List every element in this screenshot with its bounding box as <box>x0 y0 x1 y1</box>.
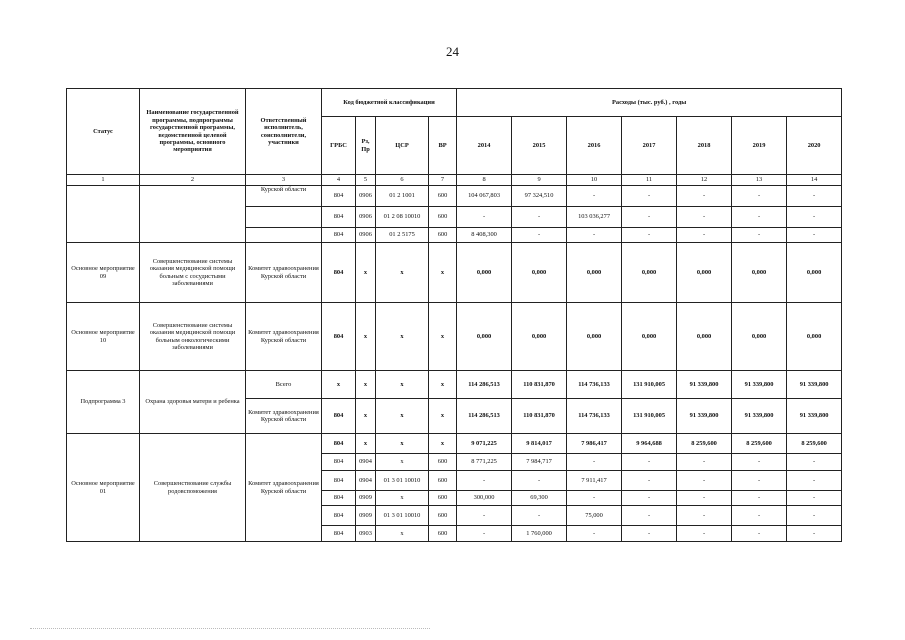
grbs-cell: 804 <box>322 506 356 526</box>
page-number: 24 <box>446 44 459 59</box>
rz-cell: 0906 <box>356 228 376 243</box>
rz-cell: x <box>356 243 376 303</box>
rz-cell: 0906 <box>356 207 376 228</box>
program-name-cell <box>140 186 246 243</box>
vr-cell: x <box>429 303 457 371</box>
value-cell: 9 964,688 <box>622 434 677 454</box>
value-cell: 0,000 <box>732 243 787 303</box>
header-name: Наименование государственной программы, подпрограммы государственной программы, ведомственной целевой программы, основного мероприятия <box>140 89 246 175</box>
value-cell: - <box>732 186 787 207</box>
value-cell: 8 259,600 <box>732 434 787 454</box>
rz-cell: 0906 <box>356 186 376 207</box>
value-cell: 0,000 <box>677 243 732 303</box>
program-name-cell: Совершенствование системы оказания медицинской помощи больным онкологическими заболеваниями <box>140 303 246 371</box>
csr-cell: x <box>376 454 429 471</box>
vr-cell: 600 <box>429 228 457 243</box>
column-number: 13 <box>732 175 787 186</box>
rz-cell: x <box>356 434 376 454</box>
value-cell: - <box>677 454 732 471</box>
value-cell: 9 071,225 <box>457 434 512 454</box>
value-cell: - <box>677 506 732 526</box>
value-cell: 0,000 <box>677 303 732 371</box>
value-cell: 131 910,005 <box>622 371 677 399</box>
status-cell: Основное мероприятие 01 <box>67 434 140 542</box>
header-vr: ВР <box>429 117 457 175</box>
status-cell: Подпрограмма 3 <box>67 371 140 434</box>
grbs-cell: 804 <box>322 399 356 434</box>
value-cell: - <box>787 207 842 228</box>
responsible-cell <box>246 207 322 228</box>
value-cell: - <box>732 491 787 506</box>
value-cell: 0,000 <box>622 243 677 303</box>
value-cell: 104 067,803 <box>457 186 512 207</box>
header-rz: Рз, Пр <box>356 117 376 175</box>
column-number-row <box>67 175 842 186</box>
vr-cell: 600 <box>429 491 457 506</box>
value-cell: 0,000 <box>457 303 512 371</box>
value-cell: 8 259,600 <box>787 434 842 454</box>
column-number: 14 <box>787 175 842 186</box>
vr-cell: 600 <box>429 526 457 542</box>
value-cell: - <box>677 471 732 491</box>
grbs-cell: 804 <box>322 471 356 491</box>
value-cell: 75,000 <box>567 506 622 526</box>
rz-cell: x <box>356 303 376 371</box>
responsible-cell <box>246 228 322 243</box>
value-cell: 8 771,225 <box>457 454 512 471</box>
header-grbs: ГРБС <box>322 117 356 175</box>
header-year: 2016 <box>567 117 622 175</box>
column-number: 2 <box>140 175 246 186</box>
vr-cell: 600 <box>429 186 457 207</box>
value-cell: - <box>567 228 622 243</box>
value-cell: - <box>677 207 732 228</box>
rz-cell: 0909 <box>356 491 376 506</box>
column-number: 1 <box>67 175 140 186</box>
column-number: 8 <box>457 175 512 186</box>
header-expenses: Расходы (тыс. руб.) , годы <box>457 89 842 117</box>
program-name-cell: Совершенствование системы оказания медицинской помощи больным с сосудистыми заболеваниями <box>140 243 246 303</box>
value-cell: - <box>787 506 842 526</box>
value-cell: 110 831,870 <box>512 371 567 399</box>
responsible-cell: Курской области <box>246 186 322 207</box>
program-name-cell: Охрана здоровья матери и ребенка <box>140 371 246 434</box>
grbs-cell: 804 <box>322 434 356 454</box>
value-cell: - <box>732 471 787 491</box>
program-name-cell: Совершенствование службы родовспоможения <box>140 434 246 542</box>
csr-cell: 01 2 1001 <box>376 186 429 207</box>
rz-cell: 0904 <box>356 454 376 471</box>
header-year: 2014 <box>457 117 512 175</box>
value-cell: - <box>787 491 842 506</box>
value-cell: - <box>457 526 512 542</box>
csr-cell: 01 3 01 10010 <box>376 506 429 526</box>
value-cell: - <box>512 506 567 526</box>
scan-artifact-line <box>30 628 430 630</box>
value-cell: 0,000 <box>732 303 787 371</box>
vr-cell: 600 <box>429 506 457 526</box>
value-cell: - <box>622 454 677 471</box>
vr-cell: 600 <box>429 207 457 228</box>
value-cell: - <box>732 506 787 526</box>
column-number: 3 <box>246 175 322 186</box>
value-cell: 110 831,870 <box>512 399 567 434</box>
rz-cell: x <box>356 371 376 399</box>
value-cell: 300,000 <box>457 491 512 506</box>
grbs-cell: 804 <box>322 186 356 207</box>
csr-cell: x <box>376 491 429 506</box>
value-cell: - <box>567 186 622 207</box>
responsible-cell: Комитет здравоохранения Курской области <box>246 434 322 542</box>
table-row <box>67 371 842 399</box>
value-cell: 91 339,800 <box>787 399 842 434</box>
value-cell: 97 324,510 <box>512 186 567 207</box>
header-year: 2018 <box>677 117 732 175</box>
value-cell: - <box>677 228 732 243</box>
header-status: Статус <box>67 89 140 175</box>
responsible-cell: Комитет здравоохранения Курской области <box>246 399 322 434</box>
value-cell: 0,000 <box>512 303 567 371</box>
value-cell: - <box>787 454 842 471</box>
vr-cell: x <box>429 371 457 399</box>
value-cell: - <box>567 526 622 542</box>
value-cell: 0,000 <box>787 303 842 371</box>
header-responsible: Ответственный исполнитель, соисполнители, участники <box>246 89 322 175</box>
value-cell: - <box>512 228 567 243</box>
value-cell: 0,000 <box>457 243 512 303</box>
header-year: 2019 <box>732 117 787 175</box>
csr-cell: x <box>376 434 429 454</box>
value-cell: 8 259,600 <box>677 434 732 454</box>
column-number: 11 <box>622 175 677 186</box>
table-row <box>67 243 842 303</box>
value-cell: - <box>732 207 787 228</box>
rz-cell: 0909 <box>356 506 376 526</box>
column-number: 7 <box>429 175 457 186</box>
value-cell: - <box>512 207 567 228</box>
value-cell: 1 760,000 <box>512 526 567 542</box>
csr-cell: x <box>376 371 429 399</box>
vr-cell: x <box>429 399 457 434</box>
value-cell: - <box>622 471 677 491</box>
column-number: 10 <box>567 175 622 186</box>
value-cell: - <box>787 526 842 542</box>
grbs-cell: 804 <box>322 303 356 371</box>
value-cell: 91 339,800 <box>677 399 732 434</box>
csr-cell: x <box>376 399 429 434</box>
value-cell: 0,000 <box>622 303 677 371</box>
value-cell: - <box>622 491 677 506</box>
value-cell: - <box>787 228 842 243</box>
header-budget-code: Код бюджетной классификации <box>322 89 457 117</box>
value-cell: - <box>622 186 677 207</box>
responsible-cell: Всего <box>246 371 322 399</box>
rz-cell: x <box>356 399 376 434</box>
status-cell <box>67 186 140 243</box>
table-row <box>67 303 842 371</box>
grbs-cell: 804 <box>322 454 356 471</box>
value-cell: 114 736,133 <box>567 371 622 399</box>
value-cell: 114 736,133 <box>567 399 622 434</box>
value-cell: 91 339,800 <box>732 399 787 434</box>
grbs-cell: x <box>322 371 356 399</box>
value-cell: 69,300 <box>512 491 567 506</box>
value-cell: 114 286,513 <box>457 371 512 399</box>
csr-cell: 01 2 08 10010 <box>376 207 429 228</box>
value-cell: - <box>512 471 567 491</box>
value-cell: 0,000 <box>567 243 622 303</box>
vr-cell: x <box>429 434 457 454</box>
csr-cell: x <box>376 243 429 303</box>
vr-cell: 600 <box>429 471 457 491</box>
value-cell: - <box>677 186 732 207</box>
value-cell: - <box>677 526 732 542</box>
table-row <box>67 186 842 207</box>
rz-cell: 0904 <box>356 471 376 491</box>
budget-table <box>66 88 842 542</box>
grbs-cell: 804 <box>322 491 356 506</box>
value-cell: 7 911,417 <box>567 471 622 491</box>
header-csr: ЦСР <box>376 117 429 175</box>
column-number: 4 <box>322 175 356 186</box>
header-year: 2015 <box>512 117 567 175</box>
value-cell: - <box>457 471 512 491</box>
value-cell: - <box>622 207 677 228</box>
csr-cell: x <box>376 526 429 542</box>
table-row <box>67 434 842 454</box>
value-cell: - <box>732 526 787 542</box>
value-cell: - <box>787 471 842 491</box>
csr-cell: x <box>376 303 429 371</box>
value-cell: 9 814,017 <box>512 434 567 454</box>
status-cell: Основное мероприятие 09 <box>67 243 140 303</box>
value-cell: - <box>622 526 677 542</box>
header-year: 2017 <box>622 117 677 175</box>
value-cell: 0,000 <box>567 303 622 371</box>
value-cell: - <box>622 228 677 243</box>
csr-cell: 01 3 01 10010 <box>376 471 429 491</box>
value-cell: 7 986,417 <box>567 434 622 454</box>
status-cell: Основное мероприятие 10 <box>67 303 140 371</box>
grbs-cell: 804 <box>322 228 356 243</box>
value-cell: 114 286,513 <box>457 399 512 434</box>
value-cell: - <box>567 491 622 506</box>
responsible-cell: Комитет здравоохранения Курской области <box>246 243 322 303</box>
value-cell: - <box>732 228 787 243</box>
value-cell: 0,000 <box>787 243 842 303</box>
header-year: 2020 <box>787 117 842 175</box>
column-number: 9 <box>512 175 567 186</box>
grbs-cell: 804 <box>322 243 356 303</box>
value-cell: 0,000 <box>512 243 567 303</box>
column-number: 6 <box>376 175 429 186</box>
value-cell: 103 036,277 <box>567 207 622 228</box>
value-cell: - <box>457 207 512 228</box>
value-cell: - <box>787 186 842 207</box>
value-cell: - <box>677 491 732 506</box>
csr-cell: 01 2 5175 <box>376 228 429 243</box>
value-cell: 91 339,800 <box>677 371 732 399</box>
value-cell: 8 408,300 <box>457 228 512 243</box>
responsible-cell: Комитет здравоохранения Курской области <box>246 303 322 371</box>
value-cell: - <box>622 506 677 526</box>
grbs-cell: 804 <box>322 526 356 542</box>
value-cell: 7 984,717 <box>512 454 567 471</box>
vr-cell: 600 <box>429 454 457 471</box>
value-cell: 91 339,800 <box>787 371 842 399</box>
value-cell: - <box>457 506 512 526</box>
value-cell: - <box>732 454 787 471</box>
rz-cell: 0903 <box>356 526 376 542</box>
column-number: 12 <box>677 175 732 186</box>
value-cell: - <box>567 454 622 471</box>
grbs-cell: 804 <box>322 207 356 228</box>
column-number: 5 <box>356 175 376 186</box>
value-cell: 131 910,005 <box>622 399 677 434</box>
vr-cell: x <box>429 243 457 303</box>
value-cell: 91 339,800 <box>732 371 787 399</box>
